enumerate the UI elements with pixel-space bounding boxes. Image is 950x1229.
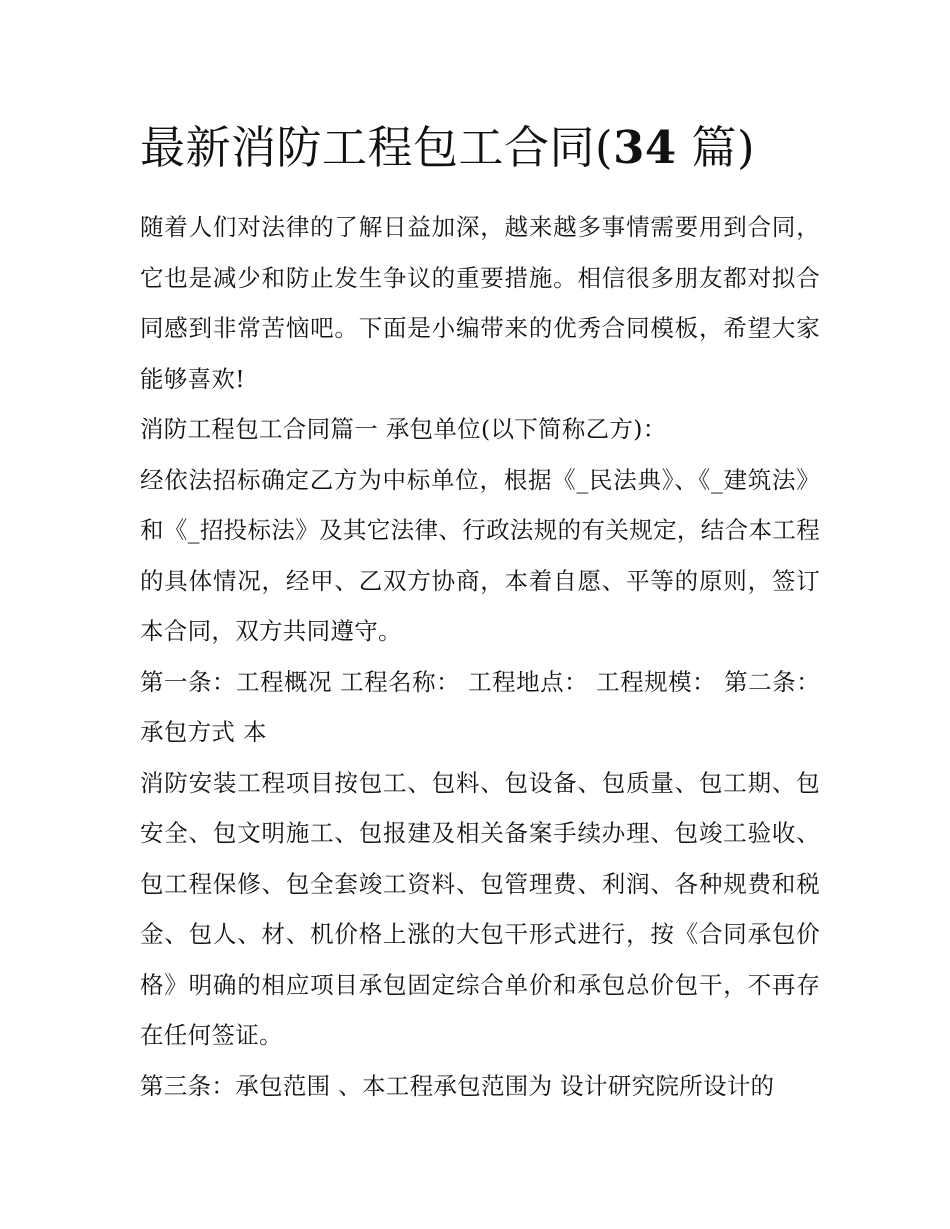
title-suffix: 篇) — [676, 121, 756, 174]
contract-heading: 消防工程包工合同篇一 承包单位(以下简称乙方)： — [140, 415, 667, 443]
article-one-paragraph: 第一条：工程概况 工程名称： 工程地点： 工程规模： 第二条：承包方式 本 — [140, 667, 820, 746]
article-three-paragraph: 第三条：承包范围 、本工程承包范围为 设计研究院所设计的 — [140, 1071, 775, 1100]
title-count: 34 — [613, 121, 677, 174]
contract-method-paragraph: 消防安装工程项目按包工、包料、包设备、包质量、包工期、包安全、包文明施工、包报建及相关备案手续办理、包竣工验收、包工程保修、包全套竣工资料、包管理费、利润、各种规费和税金、包人、材、机价格上涨的大包干形式进行，按《合同承包价格》明确的相应项目承包固定综合单价和承包总价包干，不再存在任何签证。 — [140, 768, 820, 1049]
document-title — [140, 118, 820, 178]
intro-paragraph: 随着人们对法律的了解日益加深，越来越多事情需要用到合同，它也是减少和防止发生争议的重要措施。相信很多朋友都对拟合同感到非常苦恼吧。下面是小编带来的优秀合同模板，希望大家能够喜欢! — [140, 213, 820, 393]
basis-paragraph: 经依法招标确定乙方为中标单位，根据《_民法典》、《_建筑法》和《_招投标法》及其它法律、行政法规的有关规定，结合本工程的具体情况，经甲、乙双方协商，本着自愿、平等的原则，签订本合同，双方共同遵守。 — [140, 465, 820, 645]
title-text: 最新消防工程包工合同( — [140, 121, 614, 174]
document-body — [140, 118, 820, 1111]
